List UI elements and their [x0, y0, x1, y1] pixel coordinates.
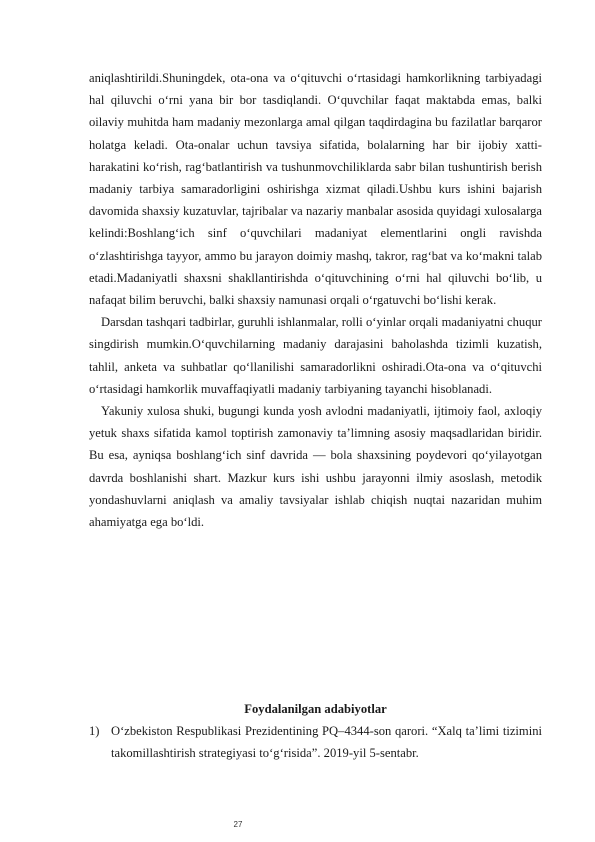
paragraph-3: Yakuniy xulosa shuki, bugungi kunda yosh avlodni madaniyatli, ijtimoiy faol, axloqiy yetuk shaxs sifatida kamol toptirish zamonaviy ta’limning asosiy maqsadlaridan biridir. Bu esa, ayniqsa boshlang‘ich sinf davrida — bola shaxsining poydevori qo‘yilayotgan davrda boshlanishi shart. Mazkur kurs ishi ushbu jarayonni ilmiy asoslash, metodik yondashuvlarni aniqlash va amaliy tavsiyalar ishlab chiqish nuqtai nazaridan muhim ahamiyatga ega bo‘ldi.: [89, 404, 542, 530]
reference-item: [89, 720, 542, 764]
references-title: Foydalanilgan adabiyotlar: [244, 702, 387, 716]
references-list: [89, 720, 542, 764]
paragraph-1: aniqlashtirildi.Shuningdek, ota-ona va o‘qituvchi o‘rtasidagi hamkorlikning tarbiyadagi hal qiluvchi o‘rni yana bir bor tasdiqlandi. O‘quvchilar faqat maktabda emas, balki oilaviy muhitda ham madaniy mezonlarga amal qilgan taqdirdagina bu fazilatlar barqaror holatga keladi. Ota-onalar uchun tavsiya sifatida, bolalarning har bir ijobiy xatti-harakatini ko‘rish, rag‘batlantirish va tushunmovchiliklarda sabr bilan tushuntirish berish madaniy tarbiya samaradorligini oshirishga xizmat qiladi.Ushbu kurs ishini bajarish davomida shaxsiy kuzatuvlar, tajribalar va nazariy manbalar asosida quyidagi xulosalarga kelindi:Boshlang‘ich sinf o‘quvchilari madaniyat elementlarini ongli ravishda o‘zlashtirishga tayyor, ammo bu jarayon doimiy mashq, takror, rag‘bat va ko‘makni talab etadi.Madaniyatli shaxsni shakllantirishda o‘qituvchining o‘rni hal qiluvchi bo‘lib, u nafaqat bilim beruvchi, balki shaxsiy namunasi orqali o‘rgatuvchi bo‘lishi kerak.: [89, 71, 542, 308]
paragraph-2: Darsdan tashqari tadbirlar, guruhli ishlanmalar, rolli o‘yinlar orqali madaniyatni chuqur singdirish mumkin.O‘quvchilarning madaniy darajasini baholashda tizimli kuzatish, tahlil, anketa va suhbatlar qo‘llanilishi samaradorlikni oshiradi.Ota-ona va o‘qituvchi o‘rtasidagi hamkorlik muvaffaqiyatli madaniy tarbiyaning tayanchi hisoblanadi.: [89, 315, 542, 396]
reference-text: O‘zbekiston Respublikasi Prezidentining PQ–4344-son qarori. “Xalq ta’limi tizimini takomillashtirish strategiyasi to‘g‘risida”. 2019-yil 5-sentabr.: [111, 724, 542, 760]
reference-number: 1): [89, 724, 100, 738]
page-number: 27: [233, 820, 243, 829]
body-text: [89, 67, 542, 533]
